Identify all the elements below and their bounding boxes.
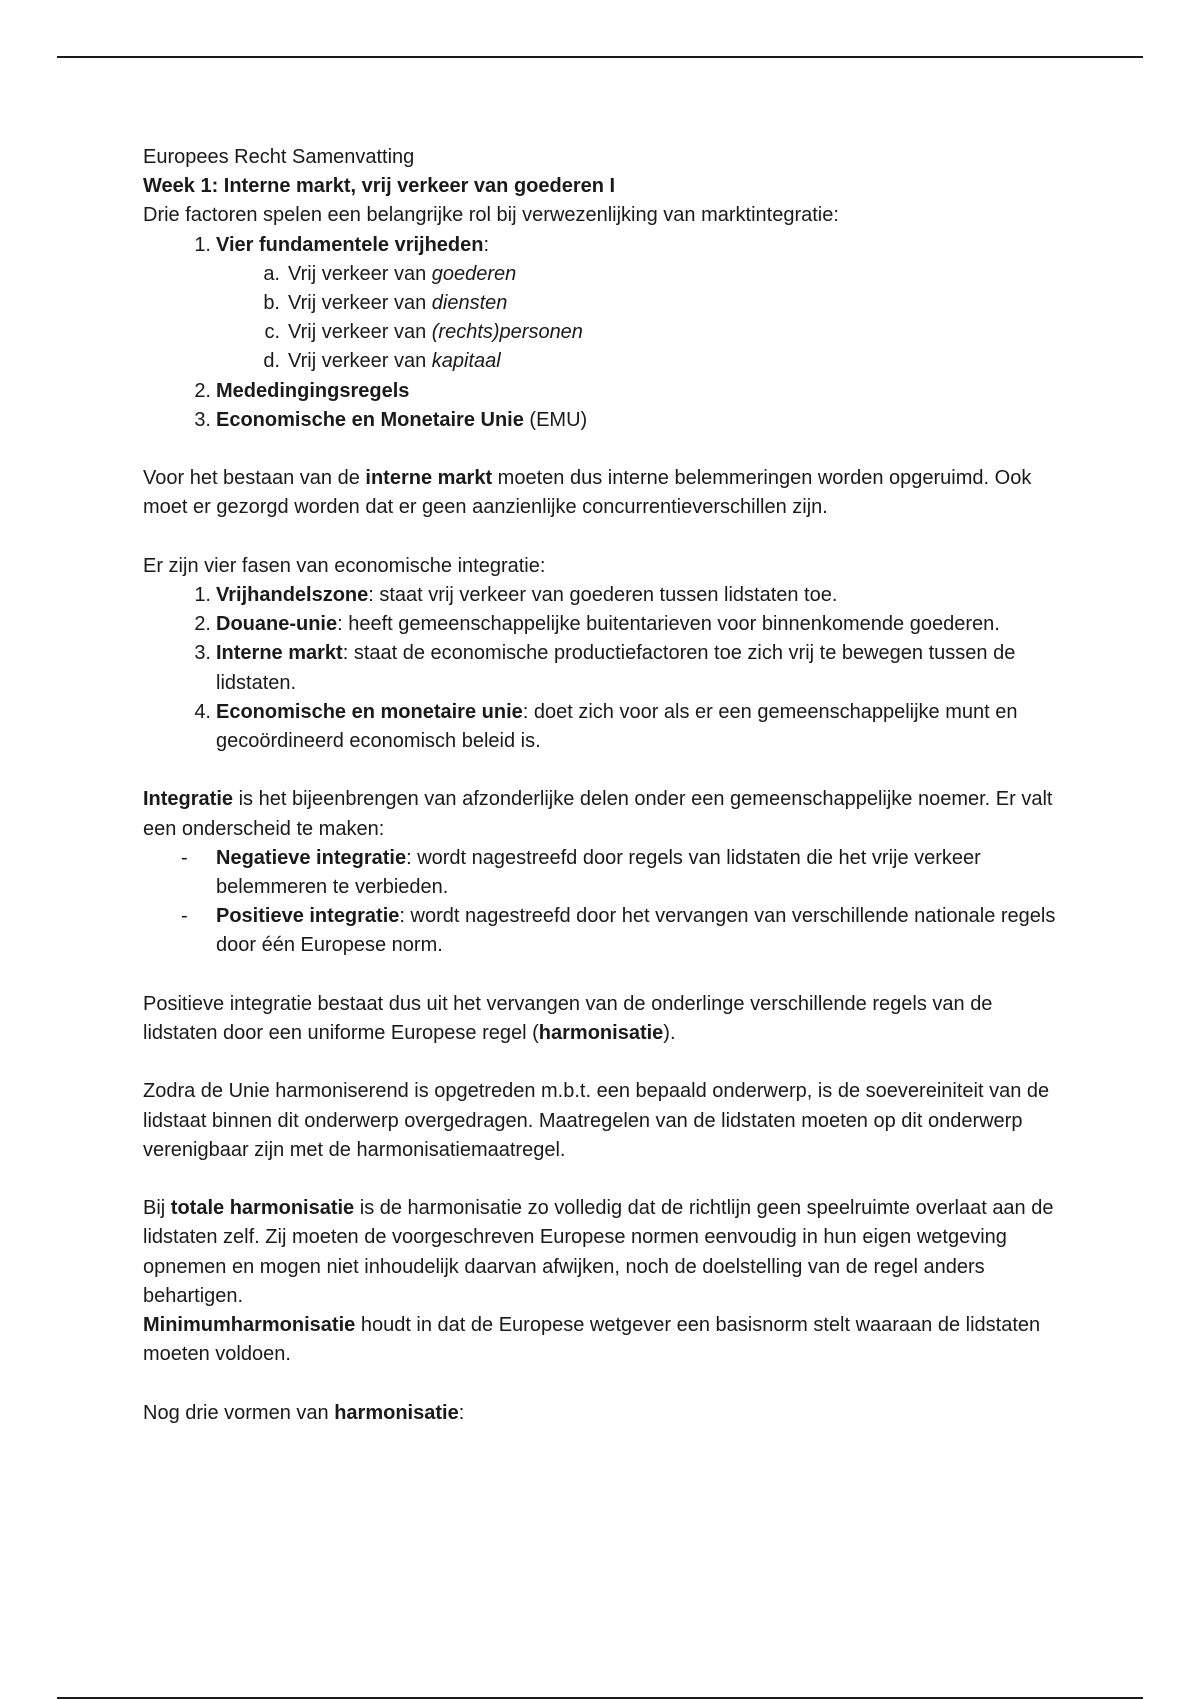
list-item: 1. Vier fundamentele vrijheden: a. Vrij verkeer van goederen b. Vrij verkeer van diensten c. Vrij verkeer van (rechts)personen d. Vrij verkeer van kapitaal: [143, 231, 1063, 377]
integration-types-list: [143, 844, 1063, 961]
positive-integration-paragraph: Positieve integratie bestaat dus uit het vervangen van de onderlinge verschillende regels van de lidstaten door een uniforme Europese regel (harmonisatie).: [143, 992, 993, 1045]
list-item: 2. Douane-unie: heeft gemeenschappelijke buitentarieven voor binnenkomende goederen.: [194, 613, 1000, 636]
document-title: Europees Recht Samenvatting: [143, 146, 415, 168]
phases-intro: Er zijn vier fasen van economische integratie:: [143, 554, 546, 577]
freedoms-list: [216, 260, 1063, 377]
integration-paragraph: Integratie is het bijeenbrengen van afzonderlijke delen onder een gemeenschappelijke noemer. Er valt een onderscheid te maken:: [143, 788, 1053, 840]
phases-list: [143, 581, 1063, 756]
minimum-harmonisation-paragraph: Minimumharmonisatie houdt in dat de Europese wetgever een basisnorm stelt waaraan de lidstaten moeten voldoen.: [143, 1314, 1041, 1366]
list-item: 1. Vrijhandelszone: staat vrij verkeer van goederen tussen lidstaten toe.: [194, 584, 838, 607]
list-item: 4. Economische en monetaire unie: doet zich voor als er een gemeenschappelijke munt en gecoördineerd economisch beleid is.: [194, 700, 1018, 753]
list-item: - Negatieve integratie: wordt nagestreefd door regels van lidstaten die het vrije verkeer belemmeren te verbieden.: [181, 846, 981, 899]
document-page: [143, 143, 1063, 1428]
list-item: 3. Economische en Monetaire Unie (EMU): [194, 408, 588, 431]
factors-list: [143, 231, 1063, 435]
intro-paragraph: Drie factoren spelen een belangrijke rol bij verwezenlijking van marktintegratie:: [143, 204, 839, 227]
list-item: 3. Interne markt: staat de economische productiefactoren toe zich vrij te bewegen tussen de lidstaten.: [194, 642, 1016, 694]
list-item: 2. Mededingingsregels: [194, 379, 410, 402]
list-item: d. Vrij verkeer van kapitaal: [263, 350, 501, 373]
top-rule: [57, 56, 1143, 58]
total-harmonisation-paragraph: Bij totale harmonisatie is de harmonisatie zo volledig dat de richtlijn geen speelruimte overlaat aan de lidstaten zelf. Zij moeten de voorgeschreven Europese normen eenvoudig in hun eigen wetgeving opnemen en mogen niet inhoudelijk daarvan afwijken, noch de doelstelling van de regel anders behartigen.: [143, 1197, 1054, 1307]
list-item: b. Vrij verkeer van diensten: [263, 292, 508, 315]
harmonisation-forms-paragraph: Nog drie vormen van harmonisatie:: [143, 1401, 465, 1424]
week-heading: Week 1: Interne markt, vrij verkeer van goederen I: [143, 175, 616, 198]
list-item: - Positieve integratie: wordt nagestreefd door het vervangen van verschillende nationale regels door één Europese norm.: [181, 905, 1056, 957]
internal-market-paragraph: Voor het bestaan van de interne markt moeten dus interne belemmeringen worden opgeruimd. Ook moet er gezorgd worden dat er geen aanzienlijke concurrentieverschillen zijn.: [143, 467, 1032, 519]
list-item: c. Vrij verkeer van (rechts)personen: [264, 321, 583, 344]
bottom-rule: [57, 1697, 1143, 1699]
sovereignty-paragraph: Zodra de Unie harmoniserend is opgetreden m.b.t. een bepaald onderwerp, is de soevereiniteit van de lidstaat binnen dit onderwerp overgedragen. Maatregelen van de lidstaten moeten op dit onderwerp verenigbaar zijn met de harmonisatiemaatregel.: [143, 1080, 1050, 1161]
list-item: a. Vrij verkeer van goederen: [263, 262, 517, 285]
